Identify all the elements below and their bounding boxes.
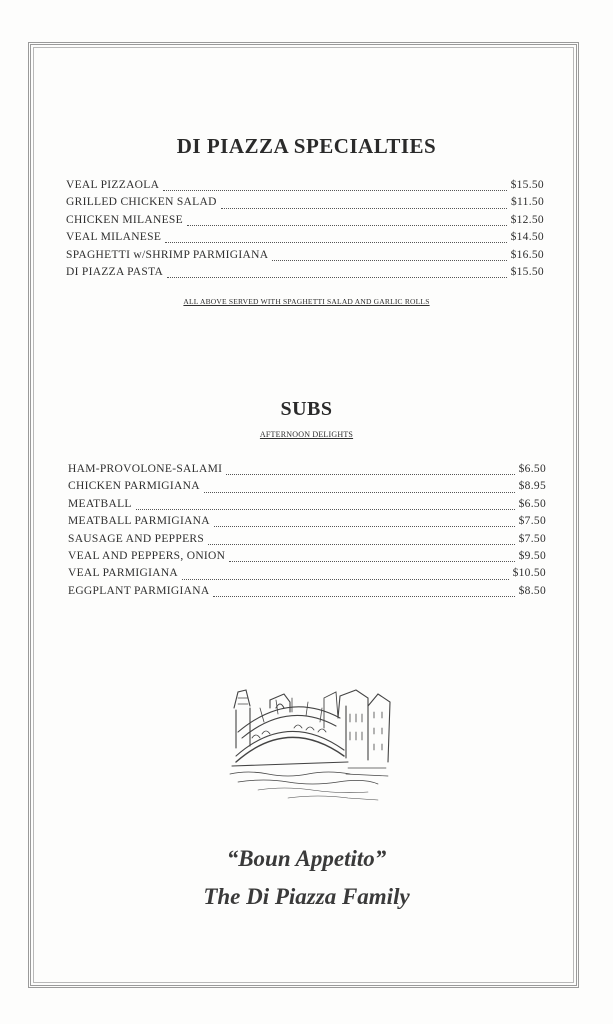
list-item — [68, 480, 546, 497]
item-name: GRILLED CHICKEN SALAD — [66, 196, 217, 209]
dot-leader — [136, 509, 515, 510]
item-price: $11.50 — [511, 196, 544, 209]
dot-leader — [214, 526, 515, 527]
closing-greeting: “Boun Appetito” — [226, 846, 387, 871]
item-price: $7.50 — [518, 515, 546, 528]
item-name: MEATBALL PARMIGIANA — [68, 515, 210, 528]
list-item — [66, 249, 544, 266]
subs-subtitle: AFTERNOON DELIGHTS — [259, 430, 354, 439]
list-item — [68, 515, 546, 532]
closing-signature: The Di Piazza Family — [203, 884, 410, 909]
item-price: $14.50 — [510, 231, 544, 244]
item-price: $15.50 — [510, 179, 544, 191]
list-item — [68, 567, 546, 584]
item-name: SPAGHETTI w/SHRIMP PARMIGIANA — [66, 248, 269, 261]
served-with-note: ALL ABOVE SERVED WITH SPAGHETTI SALAD AND GARLIC ROLLS — [183, 297, 430, 306]
dot-leader — [167, 277, 506, 278]
dot-leader — [208, 544, 515, 545]
dot-leader — [204, 492, 515, 493]
list-item — [68, 498, 546, 515]
dot-leader — [229, 561, 514, 562]
list-item — [68, 585, 546, 602]
item-name: HAM-PROVOLONE-SALAMI — [68, 463, 223, 475]
list-item — [68, 533, 546, 550]
item-name: VEAL PIZZAOLA — [66, 179, 160, 191]
subs-list — [68, 463, 546, 602]
item-price: $10.50 — [512, 567, 546, 580]
item-price: $16.50 — [510, 248, 544, 261]
dot-leader — [221, 208, 507, 209]
item-name: CHICKEN PARMIGIANA — [68, 480, 200, 493]
specialties-title: DI PIAZZA SPECIALTIES — [176, 134, 437, 158]
dot-leader — [163, 190, 506, 191]
item-name: VEAL PARMIGIANA — [68, 567, 179, 580]
list-item — [66, 266, 544, 283]
list-item — [68, 550, 546, 567]
list-item — [66, 214, 544, 231]
item-name: MEATBALL — [68, 497, 132, 510]
dot-leader — [272, 260, 506, 261]
item-name: CHICKEN MILANESE — [66, 213, 183, 226]
item-price: $15.50 — [510, 265, 544, 278]
dot-leader — [226, 474, 514, 475]
list-item — [68, 463, 546, 480]
item-name: DI PIAZZA PASTA — [66, 265, 164, 278]
rialto-bridge-sketch-icon — [228, 688, 394, 806]
list-item — [66, 196, 544, 213]
subs-title: SUBS — [280, 398, 333, 420]
item-name: EGGPLANT PARMIGIANA — [68, 584, 210, 597]
item-price: $8.50 — [518, 584, 546, 597]
item-price: $12.50 — [510, 213, 544, 226]
list-item — [66, 231, 544, 248]
item-name: VEAL AND PEPPERS, ONION — [68, 549, 226, 562]
item-name: VEAL MILANESE — [66, 231, 162, 244]
dot-leader — [213, 596, 514, 597]
dot-leader — [165, 242, 506, 243]
dot-leader — [182, 579, 509, 580]
specialties-list — [66, 179, 544, 283]
item-price: $7.50 — [518, 532, 546, 545]
item-price: $6.50 — [518, 463, 546, 475]
dot-leader — [187, 225, 507, 226]
item-price: $6.50 — [518, 497, 546, 510]
item-price: $8.95 — [518, 480, 546, 493]
item-price: $9.50 — [518, 549, 546, 562]
item-name: SAUSAGE AND PEPPERS — [68, 532, 205, 545]
list-item — [66, 179, 544, 196]
